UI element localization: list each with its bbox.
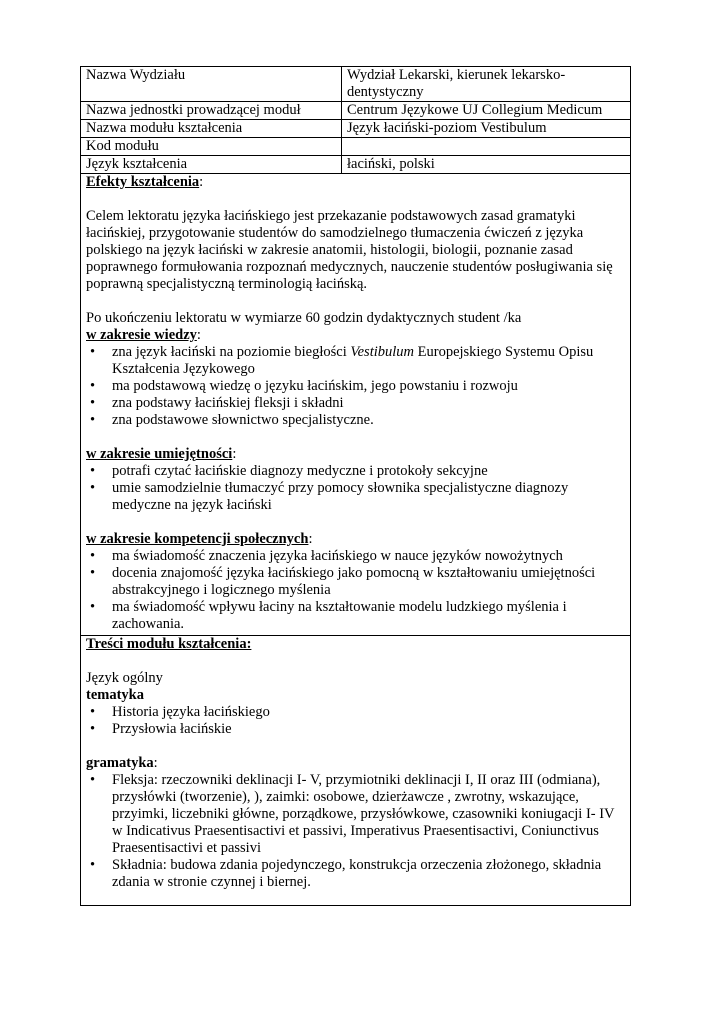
item-text: zna język łaciński na poziomie biegłości — [112, 344, 351, 360]
efekty-cell — [81, 174, 631, 636]
wiedza-list — [86, 344, 625, 429]
label-cell: Nazwa jednostki prowadzącej moduł — [81, 102, 342, 120]
label-cell: Nazwa Wydziału — [81, 67, 342, 102]
tresci-section — [81, 636, 631, 906]
efekty-heading-line — [86, 174, 625, 191]
wiedza-heading: w zakresie wiedzy — [86, 327, 197, 343]
table-row — [81, 67, 631, 102]
gramatyka-heading-line — [86, 755, 625, 772]
list-item: • Przysłowia łacińskie — [86, 721, 625, 738]
value-cell: Centrum Językowe UJ Collegium Medicum — [342, 102, 631, 120]
tematyka-list — [86, 704, 625, 738]
table-row — [81, 120, 631, 138]
label-cell: Kod modułu — [81, 138, 342, 156]
gramatyka-heading: gramatyka — [86, 755, 154, 771]
tresci-heading: Treści modułu kształcenia: — [86, 636, 252, 652]
efekty-section — [81, 174, 631, 636]
value-cell: łaciński, polski — [342, 156, 631, 174]
label-cell: Nazwa modułu kształcenia — [81, 120, 342, 138]
list-item: • docenia znajomość języka łacińskiego jako pomocną w kształtowaniu umiejętności abstrakcyjnego i logicznego myślenia — [86, 565, 625, 599]
table-row — [81, 156, 631, 174]
wiedza-heading-line — [86, 327, 625, 344]
efekty-intro: Celem lektoratu języka łacińskiego jest przekazanie podstawowych zasad gramatyki łacińskiej, przygotowanie studentów do samodzielnego tłumaczenia ćwiczeń z języka polskiego na język łaciński w zakresie anatomii, histologii, biologii, poznanie zasad poprawnego formułowania rozpoznań medycznych, nauczenie studentów posługiwania się poprawną specjalistyczną terminologią łacińską. — [86, 208, 613, 292]
list-item: • potrafi czytać łacińskie diagnozy medyczne i protokoły sekcyjne — [86, 463, 625, 480]
syllabus-table — [80, 66, 631, 906]
list-item — [86, 344, 625, 378]
gramatyka-list — [86, 772, 625, 891]
efekty-after: Po ukończeniu lektoratu w wymiarze 60 godzin dydaktycznych student /ka — [86, 310, 522, 326]
efekty-heading: Efekty kształcenia — [86, 174, 200, 190]
colon: : — [232, 446, 237, 462]
value-cell: Język łaciński-poziom Vestibulum — [342, 120, 631, 138]
table-row — [81, 102, 631, 120]
tematyka-heading: tematyka — [86, 687, 144, 703]
item-text: Europejskiego Systemu Opisu Kształcenia Językowego — [112, 344, 594, 377]
colon: : — [153, 755, 158, 771]
jezyk-ogolny: Język ogólny — [86, 670, 163, 686]
kompetencje-heading-line — [86, 531, 625, 548]
umiejetnosci-heading: w zakresie umiejętności — [86, 446, 233, 462]
colon: : — [308, 531, 313, 547]
list-item: • Historia języka łacińskiego — [86, 704, 625, 721]
colon: : — [196, 327, 201, 343]
list-item: • umie samodzielnie tłumaczyć przy pomocy słownika specjalistyczne diagnozy medyczne na język łaciński — [86, 480, 625, 514]
umiejetnosci-list — [86, 463, 625, 514]
list-item: • Fleksja: rzeczowniki deklinacji I- V, przymiotniki deklinacji I, II oraz III (odmiana), przysłówki (tworzenie), ), zaimki: osobowe, dzierżawcze , zwrotny, wskazujące, przyimki, liczebniki główne, porządkowe, przysłówkowe, czasowniki koniugacji I- IV w Indicativus Praesentisactivi et passivi, Imperativus Praesentisactivi, Coniunctivus Praesentisactivi et passivi — [86, 772, 625, 857]
list-item: • zna podstawowe słownictwo specjalistyczne. — [86, 412, 625, 429]
list-item: • ma podstawową wiedzę o języku łacińskim, jego powstaniu i rozwoju — [86, 378, 625, 395]
syllabus-document — [80, 66, 631, 906]
label-cell: Język kształcenia — [81, 156, 342, 174]
tresci-cell — [81, 636, 631, 906]
umiejetnosci-heading-line — [86, 446, 625, 463]
item-italic: Vestibulum — [350, 344, 415, 360]
list-item: • ma świadomość wpływu łaciny na kształtowanie modelu ludzkiego myślenia i zachowania. — [86, 599, 625, 633]
value-cell: Wydział Lekarski, kierunek lekarsko-dentystyczny — [342, 67, 631, 102]
value-cell — [342, 138, 631, 156]
colon: : — [199, 174, 204, 190]
kompetencje-heading: w zakresie kompetencji społecznych — [86, 531, 309, 547]
list-item: • ma świadomość znaczenia języka łacińskiego w nauce języków nowożytnych — [86, 548, 625, 565]
table-row — [81, 138, 631, 156]
kompetencje-list — [86, 548, 625, 633]
list-item: • zna podstawy łacińskiej fleksji i składni — [86, 395, 625, 412]
list-item: • Składnia: budowa zdania pojedynczego, konstrukcja orzeczenia złożonego, składnia zdania w stronie czynnej i biernej. — [86, 857, 625, 891]
